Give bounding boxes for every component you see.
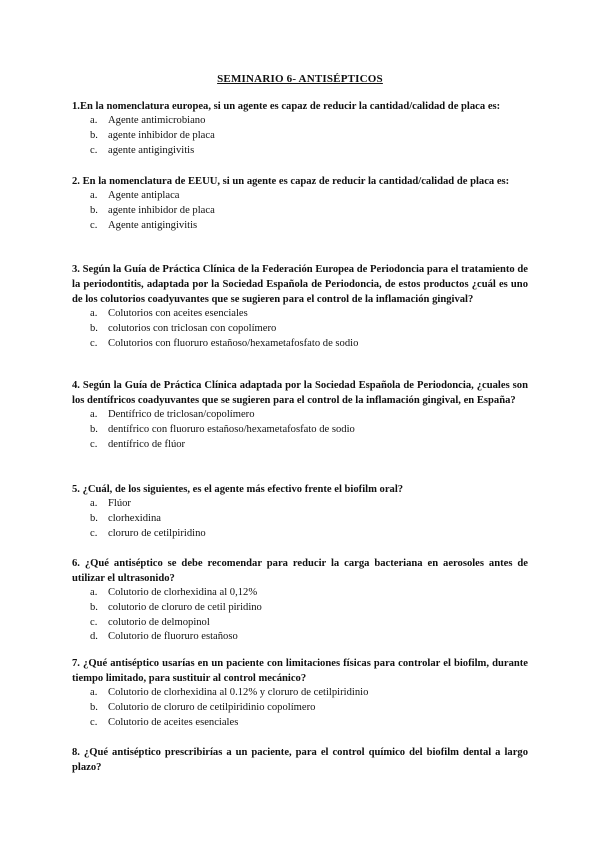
question-text: 4. Según la Guía de Práctica Clínica adaptada por la Sociedad Española de Periodoncia, ¿cuales son los dentífricos coadyuvantes que se sugieren para el control de la inflamación gingival, en España? xyxy=(72,380,528,406)
option-c xyxy=(72,438,528,453)
page-title: SEMINARIO 6- ANTISÉPTICOS xyxy=(217,73,383,85)
option-label: a. xyxy=(90,498,98,509)
question-7 xyxy=(72,656,528,730)
option-text: agente inhibidor de placa xyxy=(108,129,215,141)
option-b xyxy=(72,322,528,337)
option-text: agente antigingivitis xyxy=(108,144,195,156)
option-label: c. xyxy=(90,527,98,539)
option-text: Colutorio de aceites esenciales xyxy=(108,716,239,728)
question-8 xyxy=(72,745,528,775)
option-text: Agente antiplaca xyxy=(108,190,180,201)
question-text: 6. ¿Qué antiséptico se debe recomendar para reducir la carga bacteriana en aerosoles antes de utilizar el ultrasonido? xyxy=(72,558,528,584)
option-a xyxy=(72,497,528,512)
options-list xyxy=(72,189,528,233)
option-c xyxy=(72,616,528,631)
question-5 xyxy=(72,482,528,541)
question-text: 8. ¿Qué antiséptico prescribirías a un paciente, para el control químico del biofilm dental a largo plazo? xyxy=(72,747,528,773)
option-text: Colutorio de fluoruro estañoso xyxy=(108,631,238,643)
option-label: a. xyxy=(90,308,98,319)
option-text: agente inhibidor de placa xyxy=(108,204,215,216)
option-text: clorhexidina xyxy=(108,512,161,524)
option-label: a. xyxy=(90,687,98,698)
option-c xyxy=(72,337,528,352)
option-text: Agente antimicrobiano xyxy=(108,115,206,126)
option-label: c. xyxy=(90,144,98,156)
question-4 xyxy=(72,378,528,452)
question-1 xyxy=(72,99,528,158)
option-label: c. xyxy=(90,616,98,628)
option-label: b. xyxy=(90,204,98,216)
option-b xyxy=(72,129,528,144)
option-a xyxy=(72,408,528,423)
option-b xyxy=(72,204,528,219)
option-text: Flúor xyxy=(108,498,131,509)
options-list xyxy=(72,408,528,452)
option-text: Colutorios con aceites esenciales xyxy=(108,308,248,319)
options-list xyxy=(72,686,528,730)
option-text: colutorios con triclosan con copolímero xyxy=(108,322,277,334)
option-text: Colutorios con fluoruro estañoso/hexametafosfato de sodio xyxy=(108,337,359,349)
options-list xyxy=(72,586,528,645)
option-text: colutorio de cloruro de cetil piridino xyxy=(108,601,262,613)
option-text: Colutorio de clorhexidina al 0.12% y cloruro de cetilpiridinio xyxy=(108,687,369,698)
option-label: a. xyxy=(90,587,98,598)
option-a xyxy=(72,586,528,601)
option-text: dentífrico con fluoruro estañoso/hexametafosfato de sodio xyxy=(108,423,355,435)
option-label: c. xyxy=(90,337,98,349)
option-b xyxy=(72,512,528,527)
option-b xyxy=(72,423,528,438)
question-3 xyxy=(72,262,528,351)
option-label: a. xyxy=(90,190,98,201)
question-text: 1.En la nomenclatura europea, si un agente es capaz de reducir la cantidad/calidad de placa es: xyxy=(72,101,501,112)
option-text: dentífrico de flúor xyxy=(108,438,186,450)
option-text: cloruro de cetilpiridino xyxy=(108,527,206,539)
option-a xyxy=(72,189,528,204)
option-label: b. xyxy=(90,701,98,713)
option-label: b. xyxy=(90,601,98,613)
options-list xyxy=(72,114,528,158)
options-list xyxy=(72,497,528,541)
option-d xyxy=(72,630,528,645)
options-list xyxy=(72,307,528,351)
option-b xyxy=(72,701,528,716)
option-a xyxy=(72,686,528,701)
option-text: Colutorio de cloruro de cetilpiridinio copolímero xyxy=(108,701,316,713)
option-label: d. xyxy=(90,631,98,643)
option-text: Colutorio de clorhexidina al 0,12% xyxy=(108,587,258,598)
option-label: c. xyxy=(90,219,98,231)
option-text: Dentífrico de triclosan/copolímero xyxy=(108,409,255,420)
option-label: a. xyxy=(90,115,98,126)
option-text: colutorio de delmopinol xyxy=(108,616,210,628)
option-label: b. xyxy=(90,322,98,334)
option-a xyxy=(72,114,528,129)
option-label: c. xyxy=(90,716,98,728)
option-label: b. xyxy=(90,512,98,524)
question-text: 2. En la nomenclatura de EEUU, si un agente es capaz de reducir la cantidad/calidad de placa es: xyxy=(72,176,510,187)
option-text: Agente antigingivitis xyxy=(108,219,198,231)
option-label: c. xyxy=(90,438,98,450)
option-label: a. xyxy=(90,409,98,420)
option-c xyxy=(72,716,528,731)
option-c xyxy=(72,144,528,159)
option-b xyxy=(72,601,528,616)
option-c xyxy=(72,527,528,542)
question-text: 5. ¿Cuál, de los siguientes, es el agente más efectivo frente el biofilm oral? xyxy=(72,484,404,495)
option-label: b. xyxy=(90,423,98,435)
option-a xyxy=(72,307,528,322)
question-2 xyxy=(72,174,528,233)
question-text: 3. Según la Guía de Práctica Clínica de la Federación Europea de Periodoncia para el tratamiento de la periodontitis, adaptada por la Sociedad Española de Periodoncia, de estos productos ¿cuál es uno de los colutorios coadyuvantes que se sugieren para el control de la inflamación gingival? xyxy=(72,264,528,305)
question-6 xyxy=(72,556,528,645)
question-text: 7. ¿Qué antiséptico usarías en un paciente con limitaciones físicas para controlar el biofilm, durante tiempo limitado, para sustituir al control mecánico? xyxy=(72,658,528,684)
option-c xyxy=(72,219,528,234)
option-label: b. xyxy=(90,129,98,141)
